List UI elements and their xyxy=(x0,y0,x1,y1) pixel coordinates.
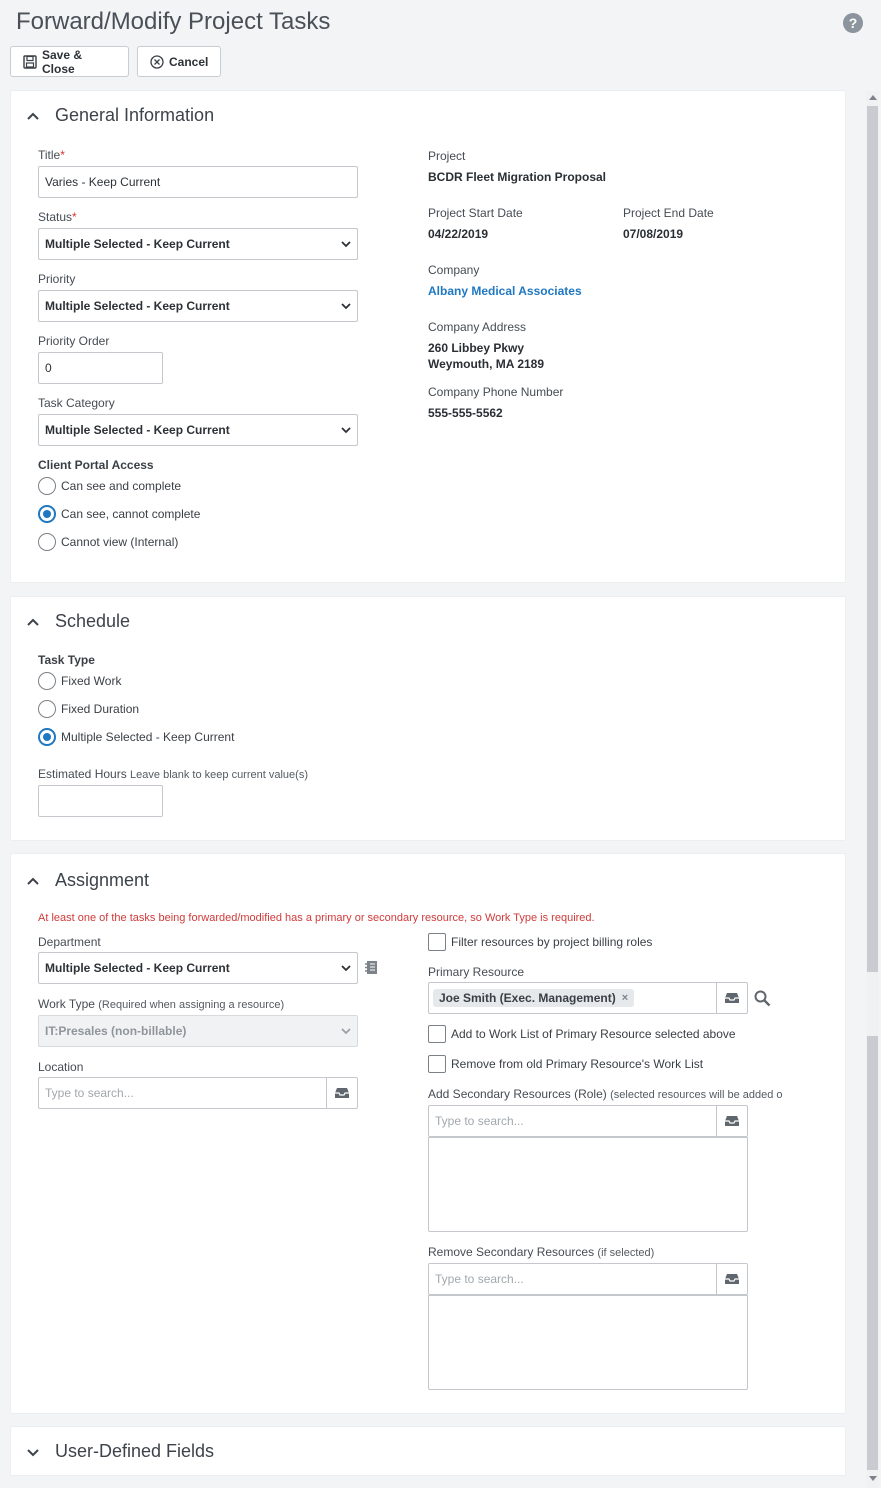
chevron-up-icon xyxy=(25,614,41,630)
page-title: Forward/Modify Project Tasks xyxy=(16,8,331,35)
cancel-icon xyxy=(150,55,164,69)
department-label: Department xyxy=(38,935,101,949)
client-portal-label: Client Portal Access xyxy=(38,458,154,472)
checkbox-icon xyxy=(428,1055,446,1073)
portal-option-cannot-view[interactable]: Cannot view (Internal) xyxy=(38,533,178,551)
remove-secondary-input[interactable]: Type to search... xyxy=(435,1272,524,1286)
radio-selected-icon xyxy=(38,728,56,746)
save-close-label: Save & Close xyxy=(42,47,83,76)
user-defined-fields-panel xyxy=(10,1426,846,1476)
remove-secondary-label: Remove Secondary Resources (if selected) xyxy=(428,1245,655,1259)
estimated-hours-label: Estimated Hours Leave blank to keep current value(s) xyxy=(38,767,308,781)
chevron-down-icon xyxy=(341,1028,351,1035)
title-label: Title* xyxy=(38,148,65,162)
radio-icon xyxy=(38,533,56,551)
schedule-header[interactable] xyxy=(25,611,130,632)
save-icon xyxy=(23,55,37,69)
company-address-label: Company Address xyxy=(428,320,527,334)
chevron-down-icon xyxy=(341,303,351,310)
help-icon[interactable]: ? xyxy=(843,13,863,33)
task-category-label: Task Category xyxy=(38,396,115,410)
radio-icon xyxy=(38,700,56,718)
section-title: General Information xyxy=(55,105,215,125)
section-title: Assignment xyxy=(55,870,150,890)
company-phone-value: 555-555-5562 xyxy=(428,406,503,420)
checkbox-icon xyxy=(428,933,446,951)
scroll-down-arrow-icon[interactable] xyxy=(869,1476,877,1481)
add-secondary-input[interactable]: Type to search... xyxy=(435,1114,524,1128)
company-phone-label: Company Phone Number xyxy=(428,385,564,399)
add-secondary-label: Add Secondary Resources (Role) (selected resources will be added o xyxy=(428,1087,783,1101)
radio-selected-icon xyxy=(38,505,56,523)
project-end-value: 07/08/2019 xyxy=(623,227,684,241)
company-address-line2: Weymouth, MA 2189 xyxy=(428,357,545,371)
location-lookup-button[interactable] xyxy=(326,1078,357,1108)
chevron-down-icon xyxy=(341,427,351,434)
chevron-down-icon xyxy=(25,1444,41,1460)
status-label: Status* xyxy=(38,210,77,224)
portal-option-see-complete[interactable]: Can see and complete xyxy=(38,477,181,495)
remove-secondary-lookup-button[interactable] xyxy=(716,1264,747,1294)
primary-resource-lookup-button[interactable] xyxy=(716,983,747,1013)
remove-tag-icon[interactable]: × xyxy=(621,992,629,1004)
priority-order-label: Priority Order xyxy=(38,334,110,348)
project-start-label: Project Start Date xyxy=(428,206,523,220)
scrollbar-lower-region[interactable] xyxy=(867,1036,878,1470)
checkbox-icon xyxy=(428,1025,446,1043)
section-title: User-Defined Fields xyxy=(55,1441,215,1461)
scrollbar-thumb[interactable] xyxy=(867,106,878,972)
chevron-up-icon xyxy=(25,108,41,124)
task-category-select[interactable]: Multiple Selected - Keep Current xyxy=(38,414,358,446)
work-type-label: Work Type (Required when assigning a resource) xyxy=(38,997,285,1011)
work-type-select[interactable]: IT:Presales (non-billable) xyxy=(38,1015,358,1047)
company-label: Company xyxy=(428,263,480,277)
department-list-icon[interactable] xyxy=(365,960,379,975)
add-secondary-list[interactable] xyxy=(428,1137,748,1232)
add-secondary-lookup-button[interactable] xyxy=(716,1106,747,1136)
cancel-label: Cancel xyxy=(169,54,209,69)
company-link[interactable]: Albany Medical Associates xyxy=(428,284,582,298)
assignment-header[interactable] xyxy=(25,870,149,891)
add-worklist-checkbox[interactable]: Add to Work List of Primary Resource selected above xyxy=(428,1025,736,1043)
primary-resource-label: Primary Resource xyxy=(428,965,525,979)
estimated-hours-input[interactable] xyxy=(38,785,163,817)
location-lookup[interactable] xyxy=(38,1077,358,1109)
work-type-warning: At least one of the tasks being forwarded/modified has a primary or secondary resource, so Work Type is required. xyxy=(38,912,595,924)
chevron-down-icon xyxy=(341,965,351,972)
task-type-fixed-work[interactable]: Fixed Work xyxy=(38,672,121,690)
primary-resource-lookup[interactable] xyxy=(428,982,748,1014)
chevron-up-icon xyxy=(25,873,41,889)
cancel-button[interactable] xyxy=(137,46,221,77)
project-label: Project xyxy=(428,149,466,163)
filter-billing-roles-checkbox[interactable]: Filter resources by project billing roles xyxy=(428,933,652,951)
radio-icon xyxy=(38,672,56,690)
priority-label: Priority xyxy=(38,272,76,286)
project-start-value: 04/22/2019 xyxy=(428,227,489,241)
portal-option-see-no-complete[interactable]: Can see, cannot complete xyxy=(38,505,200,523)
project-value: BCDR Fleet Migration Proposal xyxy=(428,170,607,184)
radio-icon xyxy=(38,477,56,495)
add-secondary-lookup[interactable] xyxy=(428,1105,748,1137)
search-icon[interactable] xyxy=(754,990,771,1007)
priority-order-input[interactable]: 0 xyxy=(38,352,163,384)
inbox-icon xyxy=(334,1087,350,1099)
task-type-keep-current[interactable]: Multiple Selected - Keep Current xyxy=(38,728,234,746)
status-select[interactable]: Multiple Selected - Keep Current xyxy=(38,228,358,260)
remove-secondary-lookup[interactable] xyxy=(428,1263,748,1295)
project-end-label: Project End Date xyxy=(623,206,714,220)
scroll-up-arrow-icon[interactable] xyxy=(869,95,877,100)
chevron-down-icon xyxy=(341,241,351,248)
section-title: Schedule xyxy=(55,611,131,631)
task-type-label: Task Type xyxy=(38,653,95,667)
remove-secondary-list[interactable] xyxy=(428,1295,748,1390)
location-label: Location xyxy=(38,1060,84,1074)
title-input[interactable]: Varies - Keep Current xyxy=(38,166,358,198)
priority-select[interactable]: Multiple Selected - Keep Current xyxy=(38,290,358,322)
task-type-fixed-duration[interactable]: Fixed Duration xyxy=(38,700,139,718)
department-select[interactable]: Multiple Selected - Keep Current xyxy=(38,952,358,984)
primary-resource-tag: Joe Smith (Exec. Management) × xyxy=(433,989,634,1007)
user-defined-fields-header[interactable] xyxy=(25,1441,214,1462)
general-information-header[interactable] xyxy=(25,105,214,126)
save-close-button[interactable] xyxy=(10,46,129,77)
inbox-icon xyxy=(724,992,740,1004)
location-input[interactable]: Type to search... xyxy=(45,1086,134,1100)
remove-worklist-checkbox[interactable]: Remove from old Primary Resource's Work List xyxy=(428,1055,703,1073)
inbox-icon xyxy=(724,1115,740,1127)
company-address-line1: 260 Libbey Pkwy xyxy=(428,341,525,355)
inbox-icon xyxy=(724,1273,740,1285)
